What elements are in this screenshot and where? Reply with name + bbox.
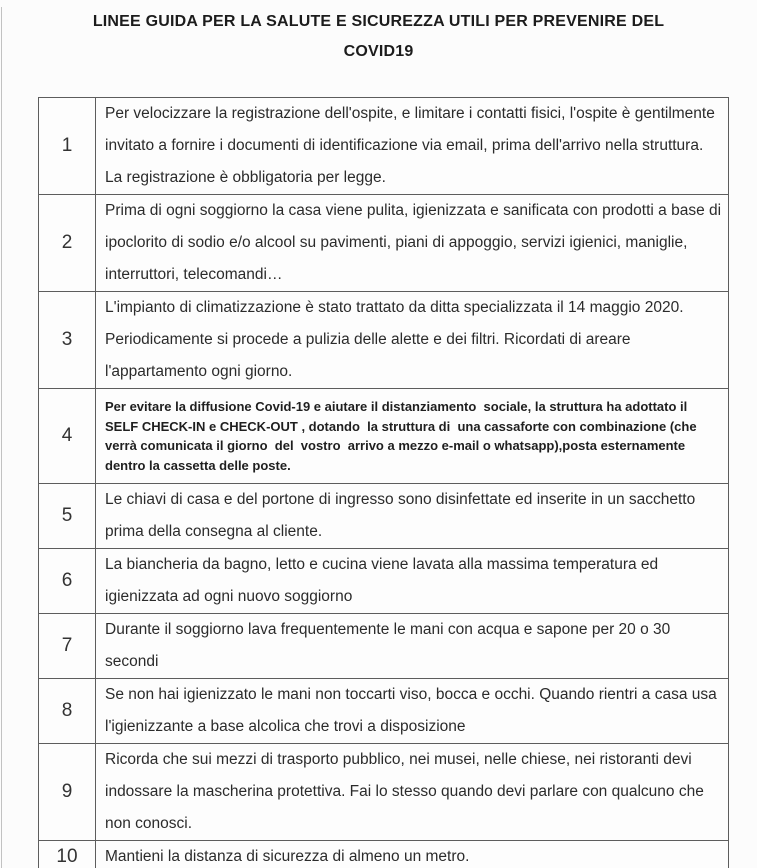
- row-number-cell: 6: [39, 549, 96, 613]
- table-rows-container: [39, 98, 728, 868]
- row-text-cell: Mantieni la distanza di sicurezza di almeno un metro.: [105, 848, 470, 865]
- row-number-cell: 3: [39, 292, 96, 388]
- row-number-cell: 4: [39, 389, 96, 483]
- row-text-cell: Le chiavi di casa e del portone di ingresso sono disinfettate ed inserite in un sacchetto prima della consegna al cliente.: [105, 491, 700, 540]
- table-row: [39, 195, 728, 292]
- table-row: [39, 484, 728, 549]
- table-row: [39, 614, 728, 679]
- row-text-cell: Per velocizzare la registrazione dell'ospite, e limitare i contatti fisici, l'ospite è gentilmente invitato a fornire i documenti di identificazione via email, prima dell'arrivo nella struttura. La registrazione è obbligatoria per legge.: [105, 105, 720, 186]
- document-title-line2: COVID19: [343, 43, 414, 60]
- table-row: [39, 98, 728, 195]
- table-row: [39, 679, 728, 744]
- row-text-cell: Ricorda che sui mezzi di trasporto pubblico, nei musei, nelle chiese, nei ristoranti devi indossare la mascherina protettiva. Fai lo stesso quando devi parlare con qualcuno che non conosci.: [105, 751, 709, 832]
- table-row: [39, 549, 728, 614]
- row-text-cell: Prima di ogni soggiorno la casa viene pulita, igienizzata e sanificata con prodotti a base di ipoclorito di sodio e/o alcool su pavimenti, piani di appoggio, servizi igienici, maniglie, interruttori, telecomandi…: [105, 202, 726, 283]
- document-title-line1: LINEE GUIDA PER LA SALUTE E SICUREZZA UTILI PER PREVENIRE DEL: [92, 13, 665, 30]
- table-row: [39, 841, 728, 868]
- table-row: [39, 389, 728, 484]
- table-row: [39, 292, 728, 389]
- row-number-cell: 5: [39, 484, 96, 548]
- row-text-cell: Se non hai igienizzato le mani non toccarti viso, bocca e occhi. Quando rientri a casa usa l'igienizzante a base alcolica che trovi a disposizione: [105, 686, 722, 735]
- row-number-cell: 7: [39, 614, 96, 678]
- table-row: [39, 744, 728, 841]
- row-text-cell: L'impianto di climatizzazione è stato trattato da ditta specializzata il 14 maggio 2020. Periodicamente si procede a pulizia delle alette e dei filtri. Ricordati di areare l'appartamento ogni giorno.: [105, 299, 688, 380]
- row-number-cell: 8: [39, 679, 96, 743]
- row-number-cell: 2: [39, 195, 96, 291]
- row-number-cell: 10: [39, 841, 96, 868]
- row-number-cell: 9: [39, 744, 96, 840]
- row-text-cell: Durante il soggiorno lava frequentemente le mani con acqua e sapone per 20 o 30 secondi: [105, 621, 675, 670]
- scan-edge-line: [1, 7, 2, 868]
- document-title: [0, 7, 757, 67]
- row-number-cell: 1: [39, 98, 96, 194]
- guidelines-table: [38, 97, 729, 868]
- row-text-cell: La biancheria da bagno, letto e cucina viene lavata alla massima temperatura ed igienizzata ad ogni nuovo soggiorno: [105, 556, 663, 605]
- row-text-cell: Per evitare la diffusione Covid-19 e aiutare il distanziamento sociale, la struttura ha adottato il SELF CHECK-IN e CHECK-OUT , dotando la struttura di una cassaforte con combinazione (che verrà comunicata il giorno del vostro arrivo a mezzo e-mail o whatsapp),posta esternamente dentro la cassetta delle poste.: [105, 399, 701, 473]
